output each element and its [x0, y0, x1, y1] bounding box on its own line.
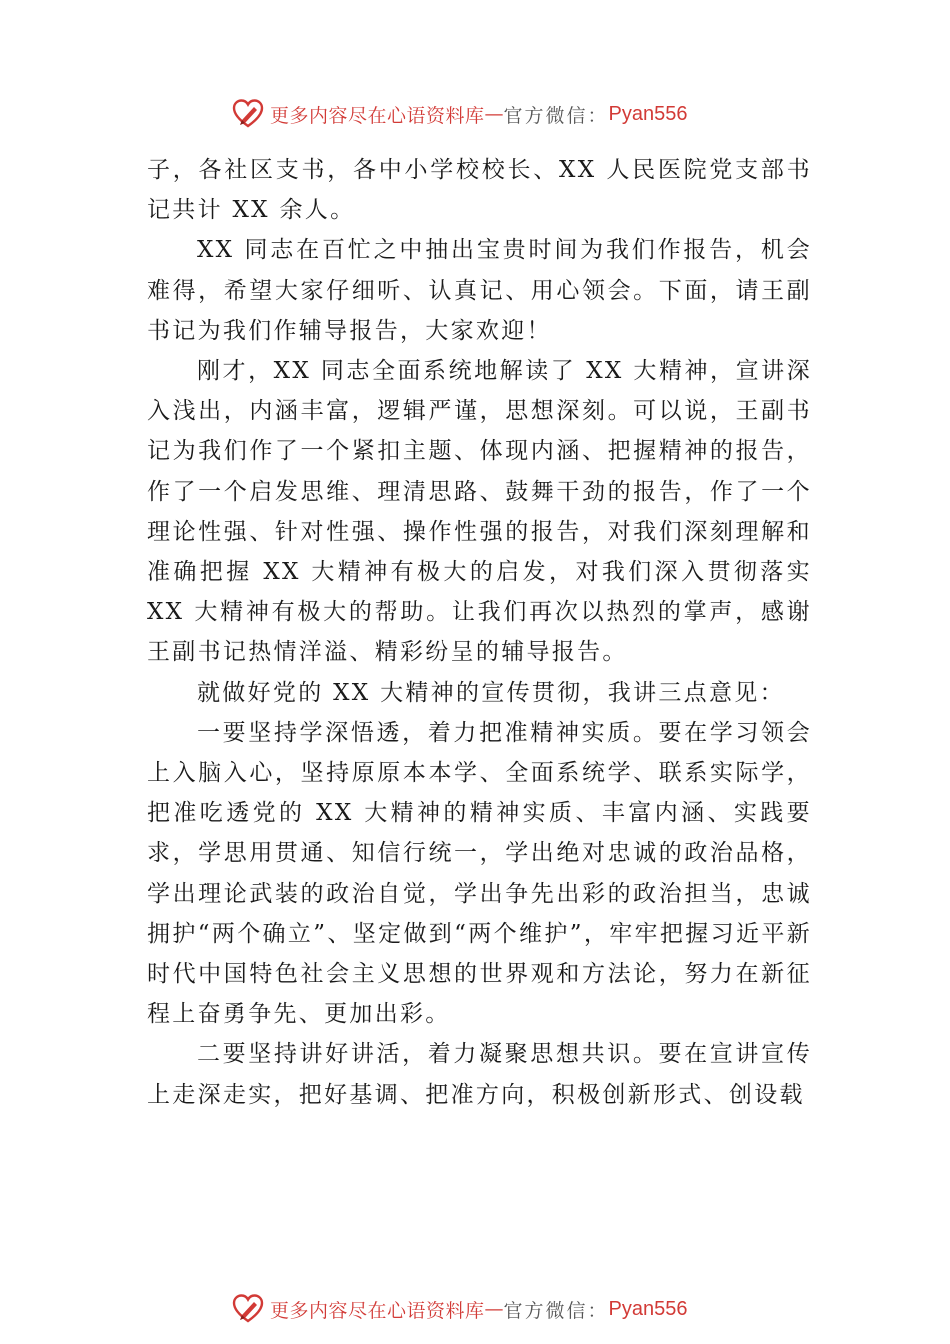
banner-dash: — [484, 1298, 504, 1320]
banner-brand-text: 更多内容尽在心语资料库 [270, 104, 485, 127]
footer-banner [232, 1291, 752, 1327]
paragraph: 二要坚持讲好讲活，着力凝聚思想共识。要在宣讲宣传上走深走实，把好基调、把准方向，积极创新形式、创设载 [147, 1041, 812, 1108]
paragraph-continuation: 子，各社区支书，各中小学校校长、XX 人民医院党支部书记共计 XX 余人。 [147, 157, 812, 224]
banner-dash: — [484, 103, 504, 125]
header-banner [232, 96, 752, 132]
paragraph: 就做好党的 XX 大精神的宣传贯彻，我讲三点意见： [197, 679, 785, 706]
banner-wechat-id: Pyan556 [608, 1297, 688, 1320]
document-body [147, 150, 812, 1115]
heart-pen-icon [232, 98, 264, 130]
banner-official-label: 官方微信： [503, 1299, 609, 1322]
paragraph: 一要坚持学深悟透，着力把准精神实质。要在学习领会上入脑入心，坚持原原本本学、全面系统学、联系实际学，把准吃透党的 XX 大精神的精神实质、丰富内涵、实践要求，学思用贯通、知信行统一，学出绝对忠诚的政治品格，学出理论武装的政治自觉，学出争先出彩的政治担当，忠诚拥护“两个确立”、坚定做到“两个维护”，牢牢把握习近平新时代中国特色社会主义思想的世界观和方法论，努力在新征程上奋勇争先、更加出彩。 [147, 719, 812, 1028]
paragraph: 刚才，XX 同志全面系统地解读了 XX 大精神，宣讲深入浅出，内涵丰富，逻辑严谨，思想深刻。可以说，王副书记为我们作了一个紧扣主题、体现内涵、把握精神的报告，作了一个启发思维、理清思路、鼓舞干劲的报告，作了一个理论性强、针对性强、操作性强的报告，对我们深刻理解和准确把握 XX 大精神有极大的启发，对我们深入贯彻落实 XX 大精神有极大的帮助。让我们再次以热烈的掌声，感谢王副书记热情洋溢、精彩纷呈的辅导报告。 [147, 358, 812, 666]
banner-brand-text: 更多内容尽在心语资料库 [270, 1299, 485, 1322]
banner-wechat-id: Pyan556 [608, 102, 688, 125]
banner-official-label: 官方微信： [503, 104, 609, 127]
paragraph: XX 同志在百忙之中抽出宝贵时间为我们作报告，机会难得，希望大家仔细听、认真记、用心领会。下面，请王副书记为我们作辅导报告，大家欢迎！ [147, 237, 812, 344]
heart-pen-icon [232, 1293, 264, 1325]
